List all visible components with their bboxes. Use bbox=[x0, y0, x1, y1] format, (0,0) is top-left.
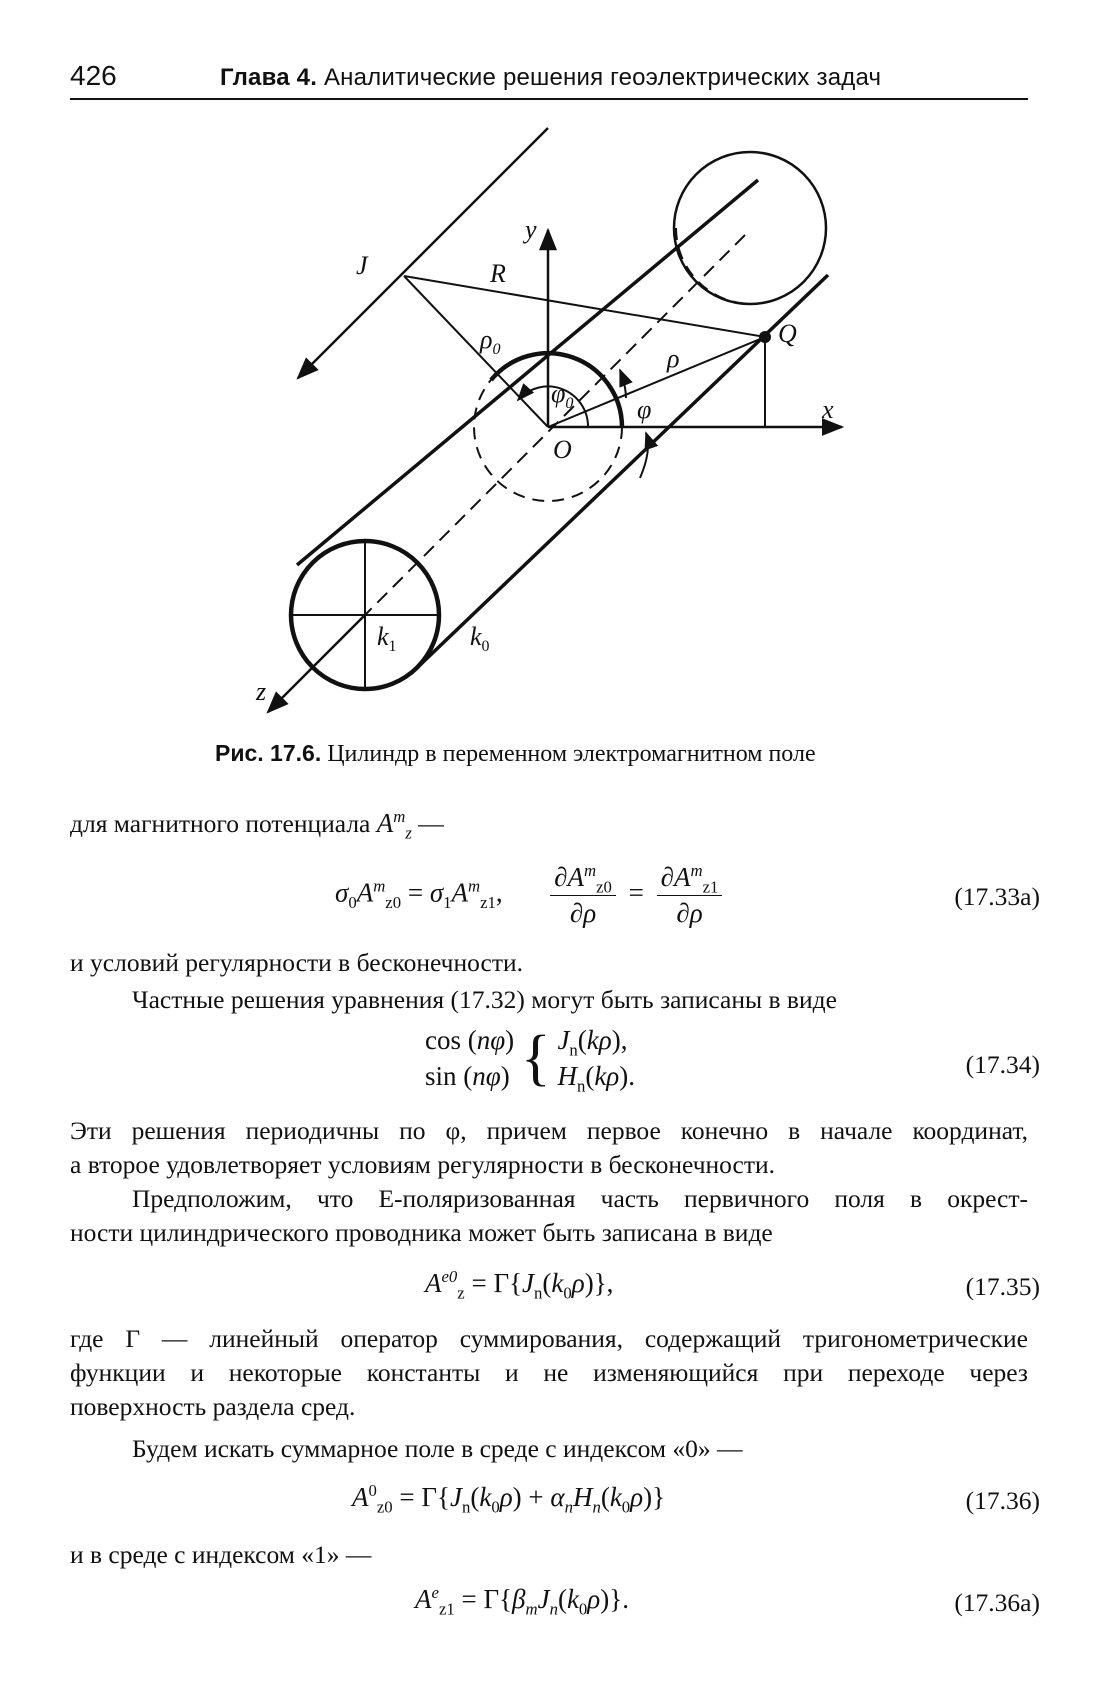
cylinder-figure bbox=[0, 0, 1097, 740]
equation-17-36: $A^0_{z0} = \Gamma\{J_n(k_0\rho) + \alpha_nH_n(k_0\rho)\}$ bbox=[352, 1481, 666, 1517]
eq-number-17-34: (17.34) bbox=[965, 1050, 1040, 1079]
label-y: y bbox=[525, 215, 537, 244]
label-rho: ρ bbox=[667, 344, 680, 373]
eq-number-17-33a: (17.33а) bbox=[954, 882, 1040, 911]
eq-number-17-35: (17.35) bbox=[965, 1272, 1040, 1301]
label-k1: $k_1$ bbox=[377, 622, 397, 655]
paragraph-line: для магнитного потенциала $A^m_z$ — bbox=[70, 807, 444, 843]
label-r: R bbox=[490, 259, 506, 288]
paragraph-line: и условий регулярности в бесконечности. bbox=[70, 948, 523, 977]
label-phi: φ bbox=[637, 395, 652, 424]
paragraph-line: Будем искать суммарное поле в среде с индексом «0» — bbox=[132, 1434, 743, 1463]
point-q bbox=[759, 331, 771, 343]
rho0-line bbox=[404, 276, 548, 427]
label-z: z bbox=[256, 677, 267, 706]
phi-arc bbox=[620, 370, 626, 398]
paragraph-line: где Г — линейный оператор суммирования, содержащий тригонометрические bbox=[70, 1324, 1028, 1353]
label-k0: $k_0$ bbox=[470, 622, 490, 655]
rho-line bbox=[548, 337, 765, 427]
paragraph-line: поверхность раздела сред. bbox=[70, 1392, 356, 1421]
current-wire-line bbox=[298, 128, 548, 378]
paragraph-line: функции и некоторые константы и не изменяющийся при переходе через bbox=[70, 1358, 1028, 1387]
figure-caption bbox=[215, 740, 816, 768]
paragraph-line: и в среде с индексом «1» — bbox=[70, 1540, 372, 1569]
r-line bbox=[404, 276, 765, 337]
page-number: 426 bbox=[70, 60, 117, 91]
paragraph-line: Предположим, что E-поляризованная часть первичного поля в окрест- bbox=[132, 1184, 1028, 1213]
label-j: J bbox=[356, 251, 368, 280]
paragraph-line: а второе удовлетворяет условиям регулярности в бесконечности. bbox=[70, 1150, 776, 1179]
label-q: Q bbox=[778, 319, 797, 348]
equation-17-34: cos (nφ) sin (nφ) { $J_n(k\rho)$, $H_n(k\rho)$. bbox=[425, 1024, 636, 1096]
paragraph-line: ности цилиндрического проводника может быть записана в виде bbox=[70, 1218, 773, 1247]
z-axis bbox=[268, 615, 365, 712]
paragraph-line: Частные решения уравнения (17.32) могут быть записаны в виде bbox=[132, 985, 837, 1014]
cylinder-far-end bbox=[674, 152, 826, 304]
chapter-label: Глава 4. bbox=[220, 64, 318, 91]
chapter-title: Аналитические решения геоэлектрических задач bbox=[323, 64, 882, 91]
label-phi0: $\varphi_0$ bbox=[551, 379, 574, 412]
equation-17-36a: $A^e_{z1} = \Gamma\{\beta_mJ_n(k_0\rho)\}$. bbox=[415, 1583, 629, 1619]
equation-17-33a: $\sigma_0A^m_{z0} = \sigma_1A^m_{z1}$, $\frac{\partial A^m_{z0}}{\partial\rho}$ = $\frac{\partial A^m_{z1}}{\partial\rho}$ bbox=[335, 862, 728, 929]
eq-number-17-36: (17.36) bbox=[965, 1486, 1040, 1515]
label-rho0: $\rho_0$ bbox=[480, 325, 501, 358]
caption-text: Цилиндр в переменном электромагнитном поле bbox=[327, 741, 816, 767]
paragraph-line: Эти решения периодичны по φ, причем первое конечно в начале координат, bbox=[70, 1116, 1028, 1145]
caption-label: Рис. 17.6. bbox=[215, 740, 322, 766]
label-o: O bbox=[553, 435, 572, 464]
equation-17-35: $A^{e0}_z = \Gamma\{J_n(k_0\rho)\}$, bbox=[425, 1267, 614, 1303]
label-x: x bbox=[822, 395, 834, 424]
eq-number-17-36a: (17.36а) bbox=[954, 1588, 1040, 1617]
